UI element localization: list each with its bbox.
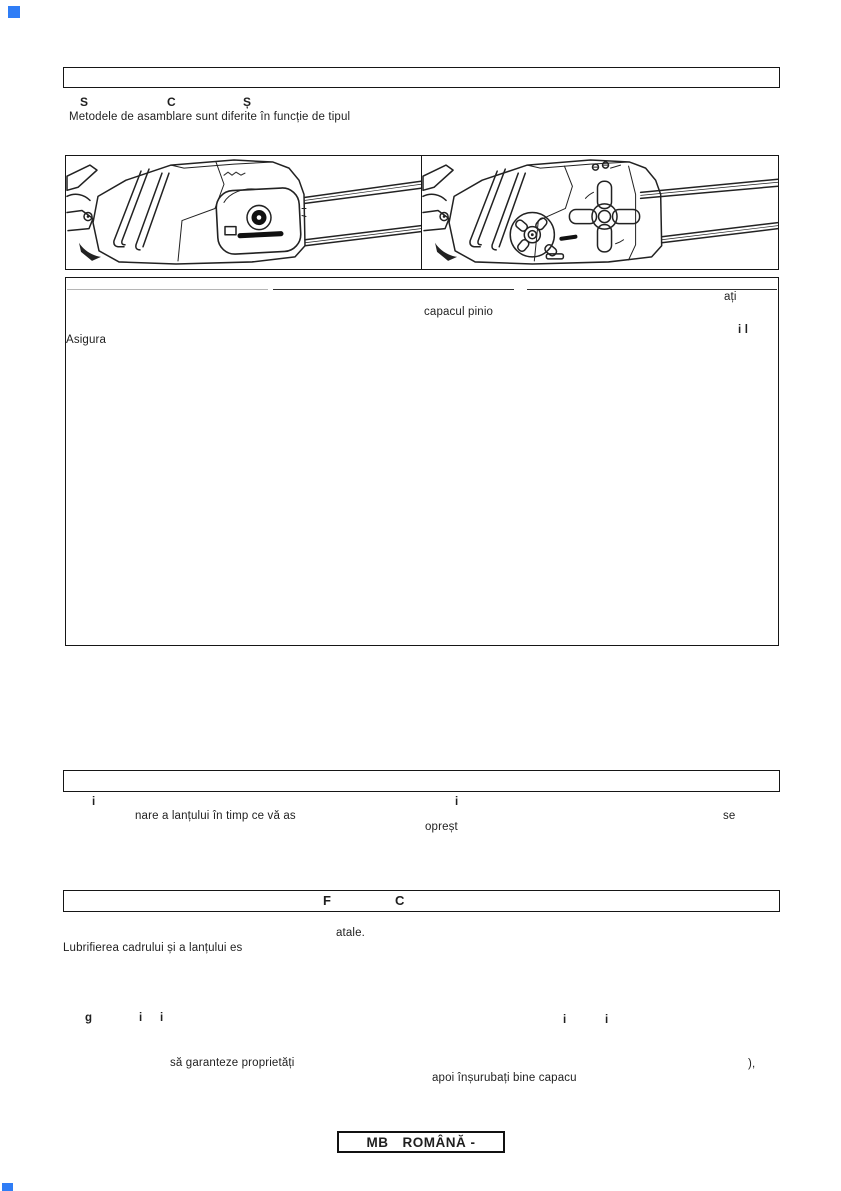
- assembly-frag-capacul: capacul pinio: [424, 306, 494, 318]
- tension-banner-box: [63, 770, 780, 792]
- lubrication-line-garanteze: să garanteze proprietăți: [170, 1057, 295, 1069]
- faded-rule-dark-1: [273, 289, 514, 290]
- lubrication-frag-i2: i: [160, 1012, 164, 1024]
- lubrication-line-lubrifierea: Lubrifierea cadrului și a lanțului es: [63, 942, 243, 954]
- assembly-frag-asigura: Asigura: [66, 334, 107, 346]
- lubrication-banner-box: [63, 890, 780, 912]
- assembly-frag-ati: ați: [724, 291, 737, 303]
- lubrication-frag-atale: atale.: [336, 927, 366, 939]
- intro-initial-1: S: [80, 95, 89, 109]
- assembly-frag-il: i l: [738, 324, 749, 336]
- lubrication-frag-paren: ),: [748, 1058, 756, 1070]
- chainsaw-toolless-knob-figure: [422, 156, 778, 269]
- footer-code: MB: [366, 1134, 389, 1150]
- footer-language-box: [337, 1131, 505, 1153]
- lubrication-banner-f: F: [323, 893, 332, 908]
- tension-line-nare: nare a lanțului în timp ce vă as: [135, 810, 296, 822]
- top-banner-box: [63, 67, 780, 88]
- chainsaw-bolt-mount-figure: [66, 156, 421, 269]
- corner-mark-bottom-left: [2, 1183, 13, 1191]
- intro-line: Metodele de asamblare sunt diferite în funcție de tipul: [69, 111, 351, 123]
- tension-frag-i2: i: [455, 796, 459, 808]
- faded-rule-dark-2: [527, 289, 777, 290]
- footer-language-label: ROMÂNĂ -: [402, 1134, 476, 1150]
- figure-cell-left: [66, 156, 422, 269]
- figure-cell-right: [422, 156, 778, 269]
- lubrication-frag-i3: i: [563, 1014, 567, 1026]
- tension-frag-oprest: opreșt: [425, 821, 458, 833]
- lubrication-banner-c: C: [395, 893, 405, 908]
- lubrication-frag-i4: i: [605, 1014, 609, 1026]
- lubrication-frag-i1: i: [139, 1012, 143, 1024]
- assembly-instructions-box: [65, 277, 779, 646]
- tension-frag-se: se: [723, 810, 736, 822]
- faded-rule-light: [67, 289, 268, 290]
- intro-initial-2: C: [167, 95, 176, 109]
- lubrication-line-apoi: apoi înșurubați bine capacu: [432, 1072, 577, 1084]
- figure-row: [65, 155, 779, 270]
- intro-initial-3: Ș: [243, 95, 252, 109]
- lubrication-frag-g: g: [85, 1012, 93, 1024]
- corner-mark-top-left: [8, 6, 20, 18]
- tension-frag-i1: i: [92, 796, 96, 808]
